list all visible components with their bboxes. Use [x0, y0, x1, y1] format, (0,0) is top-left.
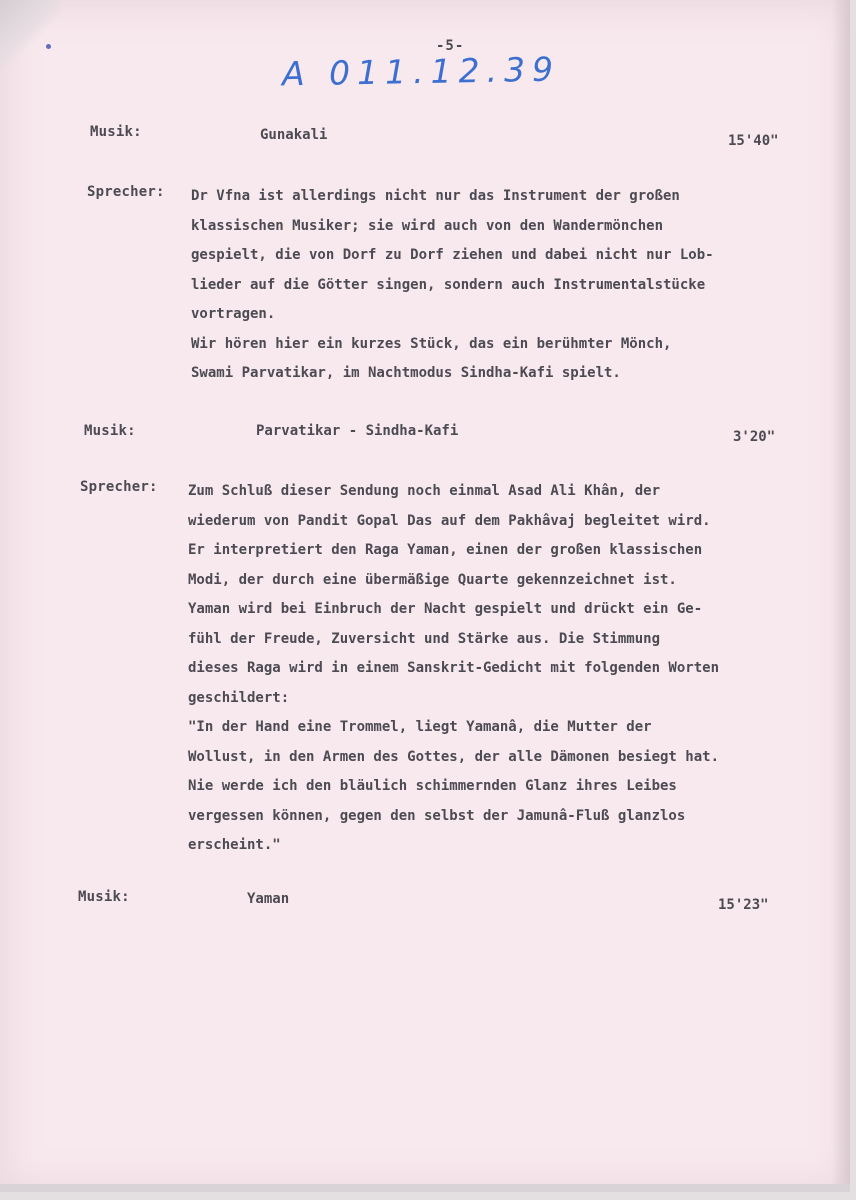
text-line: erscheint.": [188, 837, 281, 853]
music-duration: 15'23": [718, 897, 769, 913]
text-line: Wollust, in den Armen des Gottes, der alle Dämonen besiegt hat.: [188, 748, 720, 765]
speaker-label-sprecher: Sprecher:: [80, 479, 158, 495]
text-line: vortragen.: [191, 306, 276, 322]
page-number: -5-: [436, 38, 465, 54]
text-line: Modi, der durch eine übermäßige Quarte gekennzeichnet ist.: [188, 571, 677, 588]
text-line: vergessen können, gegen den selbst der Jamunâ-Fluß glanzlos: [188, 807, 686, 824]
speaker-label-sprecher: Sprecher:: [87, 184, 165, 200]
text-line: Er interpretiert den Raga Yaman, einen der großen klassischen: [188, 542, 703, 558]
music-title: Yaman: [247, 891, 290, 907]
music-duration: 15'40": [728, 133, 779, 149]
text-line: Wir hören hier ein kurzes Stück, das ein berühmter Mönch,: [191, 335, 672, 352]
page-edge-shadow: [832, 0, 850, 1192]
text-line: klassischen Musiker; sie wird auch von den Wandermönchen: [191, 217, 664, 234]
text-line: lieder auf die Götter singen, sondern auch Instrumentalstücke: [191, 276, 706, 293]
text-line: gespielt, die von Dorf zu Dorf ziehen und dabei nicht nur Lob-: [191, 247, 714, 263]
ink-mark: [46, 44, 51, 49]
text-line: Nie werde ich den bläulich schimmernden Glanz ihres Leibes: [188, 778, 677, 794]
handwritten-archive-number: A 011.12.39: [281, 49, 561, 94]
speaker-text: [191, 182, 714, 389]
text-line: dieses Raga wird in einem Sanskrit-Gedicht mit folgenden Worten: [188, 660, 720, 676]
speaker-label-musik: Musik:: [84, 423, 136, 439]
text-line: wiederum von Pandit Gopal Das auf dem Pakhâvaj begleitet wird.: [188, 512, 711, 529]
folded-corner: [0, 0, 60, 70]
text-line: fühl der Freude, Zuversicht und Stärke aus. Die Stimmung: [188, 630, 661, 647]
music-title: Gunakali: [260, 127, 328, 143]
speaker-text: [188, 477, 719, 861]
text-line: Dr Vfna ist allerdings nicht nur das Instrument der großen: [191, 188, 680, 204]
text-line: geschildert:: [188, 689, 290, 706]
speaker-label-musik: Musik:: [78, 889, 130, 905]
text-line: Swami Parvatikar, im Nachtmodus Sindha-Kafi spielt.: [191, 365, 621, 381]
text-line: Zum Schluß dieser Sendung noch einmal Asad Ali Khân, der: [188, 483, 661, 499]
speaker-label-musik: Musik:: [90, 124, 142, 140]
text-line: Yaman wird bei Einbruch der Nacht gespielt und drückt ein Ge-: [188, 601, 703, 617]
music-duration: 3'20": [733, 429, 776, 445]
text-line: "In der Hand eine Trommel, liegt Yamanâ, die Mutter der: [188, 719, 652, 735]
music-title: Parvatikar - Sindha-Kafi: [256, 423, 459, 439]
